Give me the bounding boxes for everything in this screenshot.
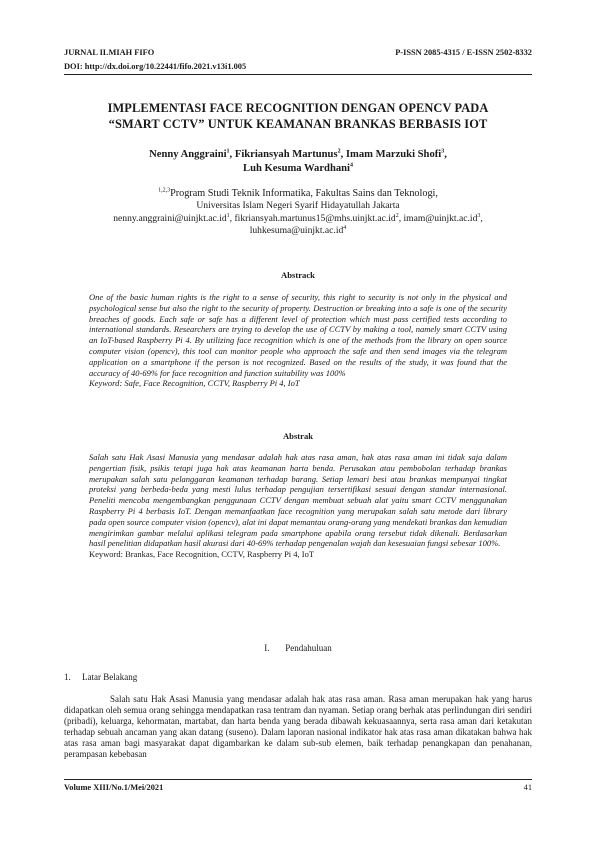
author-1-sup: 1 xyxy=(226,148,230,155)
doi[interactable]: DOI: http://dx.doi.org/10.22441/fifo.2021.v13i1.005 xyxy=(64,62,247,71)
author-3: , Imam Marzuki Shofi xyxy=(340,149,442,160)
author-2: , Fikriansyah Martunus xyxy=(229,149,338,160)
email-1-sup: 1 xyxy=(226,212,230,219)
footer-rule xyxy=(64,779,532,780)
affiliation xyxy=(64,188,532,238)
abstract-en xyxy=(89,292,507,389)
email-3-sup: 3 xyxy=(477,212,481,219)
author-3-tail: , xyxy=(444,149,447,160)
abstract-id-heading: Abstrak xyxy=(282,431,314,441)
email-3[interactable]: , imam@uinjkt.ac.id xyxy=(398,212,478,224)
email-1[interactable]: nenny.anggraini@uinjkt.ac.id xyxy=(113,212,227,224)
header-rule xyxy=(64,74,532,75)
footer-volume: Volume XIII/No.1/Mei/2021 xyxy=(64,783,164,792)
author-4-sup: 4 xyxy=(349,162,353,169)
author-4: Luh Kesuma Wardhani xyxy=(243,163,350,174)
affiliation-line-1: Program Studi Teknik Informatika, Fakultas Sains dan Teknologi, xyxy=(170,188,438,199)
abstract-en-heading: Abstrack xyxy=(281,270,315,280)
journal-name: JURNAL ILMIAH FIFO xyxy=(64,48,155,57)
title-line-1: IMPLEMENTASI FACE RECOGNITION DENGAN OPENCV PADA xyxy=(107,101,489,115)
author-1: Nenny Anggraini xyxy=(149,149,227,160)
paper-title xyxy=(64,100,532,132)
page-number: 41 xyxy=(523,783,532,792)
issn: P-ISSN 2085-4315 / E-ISSN 2502-8332 xyxy=(395,48,532,57)
email-4-sup: 4 xyxy=(343,225,347,232)
title-line-2: “SMART CCTV” UNTUK KEAMANAN BRANKAS BERBASIS IOT xyxy=(108,117,488,131)
abstract-id xyxy=(89,452,507,560)
section-heading: I. Pendahuluan xyxy=(264,643,332,653)
body-paragraph: Salah satu Hak Asasi Manusia yang mendasar adalah hak atas rasa aman. Rasa aman merupakan hak yang harus didapatkan oleh semua orang sehingga mendapatkan rasa tentram dan nyaman. Setiap orang berhak atas perlindungan diri sendiri (pribadi), keluarga, kehormatan, martabat, dan harta benda yang berada dibawah kekuasaannya, serta rasa aman dari ketakutan terhadap sebuah ancaman yang akan datang (suseno). Dalam laporan nasional indikator hak atas rasa aman dikatakan bahwa hak atas rasa aman bagi masyarakat dapat digambarkan ke dalam sub-sub elemen, baik terhadap penangkapan dan penahanan, perampasan kebebasan xyxy=(64,694,532,759)
author-2-sup: 2 xyxy=(337,148,341,155)
abstract-en-keywords: Keyword: Safe, Face Recognition, CCTV, Raspberry Pi 4, IoT xyxy=(89,378,300,389)
email-2-sup: 2 xyxy=(395,212,399,219)
email-2[interactable]: , fikriansyah.martunus15@mhs.uinjkt.ac.id xyxy=(229,212,396,224)
author-3-sup: 3 xyxy=(441,148,445,155)
affiliation-sup: 1,2,3 xyxy=(158,187,171,194)
email-3-tail: , xyxy=(480,212,483,224)
abstract-id-keywords: Keyword: Brankas, Face Recognition, CCTV, Raspberry Pi 4, IoT xyxy=(89,549,315,560)
subsection-heading: 1. Latar Belakang xyxy=(64,672,138,682)
affiliation-line-2: Universitas Islam Negeri Syarif Hidayatullah Jakarta xyxy=(196,200,400,212)
author-list xyxy=(64,148,532,176)
abstract-id-text: Salah satu Hak Asasi Manusia yang mendasar adalah hak atas rasa aman, hak atas rasa aman ini tidak saja dalam pengertian fisik, psikis tetapi juga hak atas keamanan harta benda. Perusakan atau pembobolan terhadap brankas merupakan salah satu pelanggaran keamanan terhadap barang. Setiap lemari besi atau brankas mempunyai tingkat proteksi yang berbeda-beda yang mesti lulus terhadap pengujian tersertifikasi sesuai dengan standar internasional. Peneliti mencoba mengembangkan penggunaan CCTV dengan membuat sebuah alat yaitu smart CCTV menggunakan Raspberry Pi 4 berbasis IoT. Dengan memanfaatkan face recognition yang merupakan salah satu metode dari library pada open source computer vision (opencv), alat ini dapat memantau orang-orang yang mendekati brankas dan kemudian mengirimkan gambar melalui aplikasi telegram pada smartphone apabila orang tersebut tidak dikenali. Berdasarkan hasil penelitian didapatkan hasil akurasi dari 40-69% terhadap pengenalan wajah dan kesesuaian fungsi sebesar 100%. xyxy=(89,452,507,549)
email-4[interactable]: luhkesuma@uinjkt.ac.id xyxy=(249,225,344,237)
abstract-en-text: One of the basic human rights is the right to a sense of security, this right to security is not only in the physical and psychological sense but also the right to the security of property. Destruction or breaking into a safe is one of the security breaches of goods. Each safe or safe has a different level of protection which must pass certified tests according to international standards. Researchers are trying to develop the use of CCTV by making a tool, namely smart CCTV using an IoT-based Raspberry Pi 4. By utilizing face recognition which is one of the methods from the library on open source computer vision (opencv), this tool can monitor people who approach the safe and then send images via the telegram application on a smartphone if the person is not recognized. Based on the results of the study, it was found that the accuracy of 40-69% for face recognition and function suitability was 100% xyxy=(89,292,507,378)
